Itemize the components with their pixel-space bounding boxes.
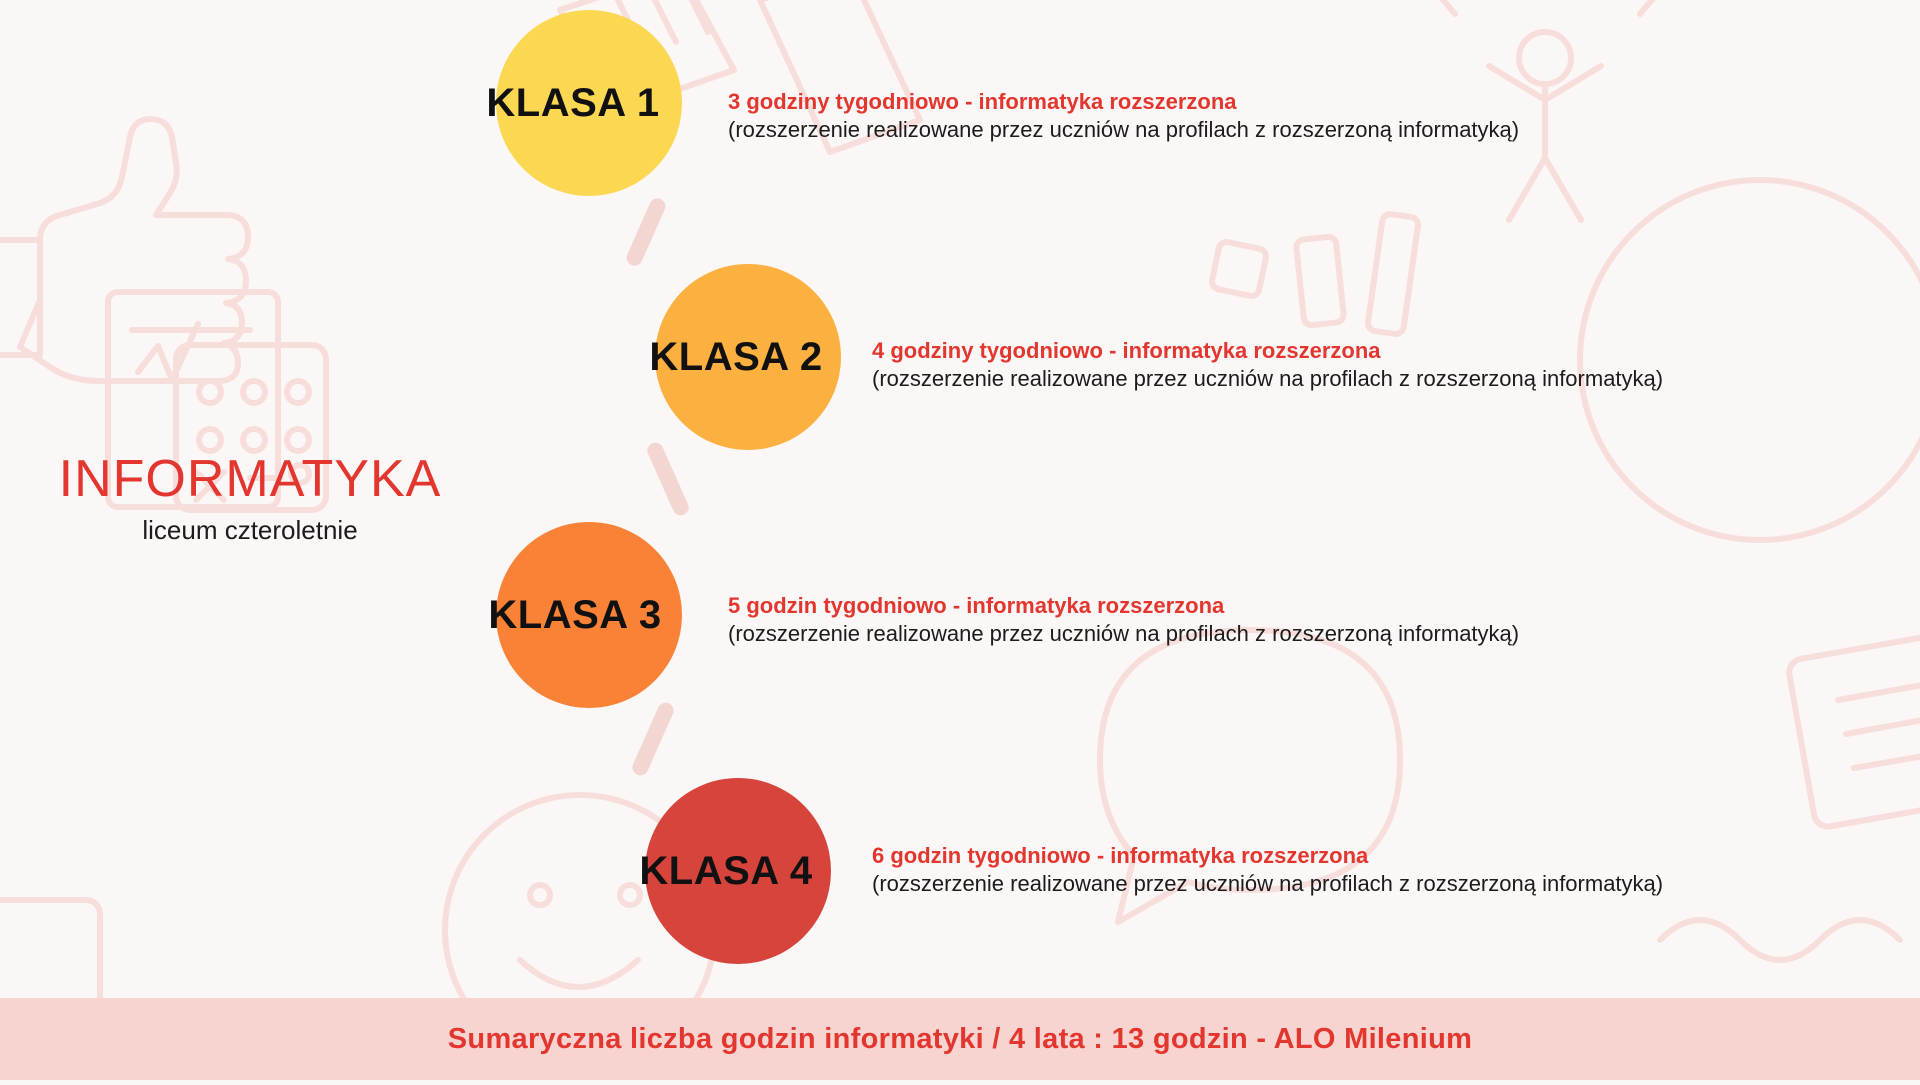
summary-banner	[0, 998, 1920, 1080]
page-subtitle: liceum czteroletnie	[142, 514, 358, 545]
class1-circle[interactable]	[486, 10, 682, 196]
class4-circle[interactable]	[639, 778, 831, 964]
class1-detail: (rozszerzenie realizowane przez uczniów na profilach z rozszerzoną informatyką)	[728, 117, 1520, 143]
class3-headline: 5 godzin tygodniowo - informatyka rozszerzona	[728, 593, 1225, 618]
class3-circle[interactable]	[488, 522, 682, 708]
class3-texts	[728, 592, 1519, 648]
class2-headline: 4 godziny tygodniowo - informatyka rozszerzona	[872, 338, 1381, 363]
title-block	[0, 452, 500, 546]
connector-1-2	[624, 196, 668, 268]
class4-detail: (rozszerzenie realizowane przez uczniów na profilach z rozszerzoną informatyką)	[872, 871, 1664, 897]
class1-texts	[728, 88, 1519, 144]
class2-texts	[872, 337, 1663, 393]
class4-headline: 6 godzin tygodniowo - informatyka rozszerzona	[872, 843, 1369, 868]
class4-texts	[872, 842, 1663, 898]
summary-banner-text: Sumaryczna liczba godzin informatyki / 4 lata : 13 godzin - ALO Milenium	[447, 1022, 1473, 1055]
connector-2-3	[645, 440, 691, 518]
class2-circle[interactable]	[649, 264, 841, 450]
class1-label: KLASA 1	[486, 80, 660, 125]
page-title: INFORMATYKA	[58, 450, 442, 508]
class3-label: KLASA 3	[488, 592, 662, 637]
class1-headline: 3 godziny tygodniowo - informatyka rozszerzona	[728, 89, 1237, 114]
class4-label: KLASA 4	[639, 848, 813, 893]
connector-3-4	[630, 700, 676, 778]
class3-detail: (rozszerzenie realizowane przez uczniów na profilach z rozszerzoną informatyką)	[728, 621, 1520, 647]
class2-detail: (rozszerzenie realizowane przez uczniów na profilach z rozszerzoną informatyką)	[872, 366, 1664, 392]
class2-label: KLASA 2	[649, 334, 823, 379]
